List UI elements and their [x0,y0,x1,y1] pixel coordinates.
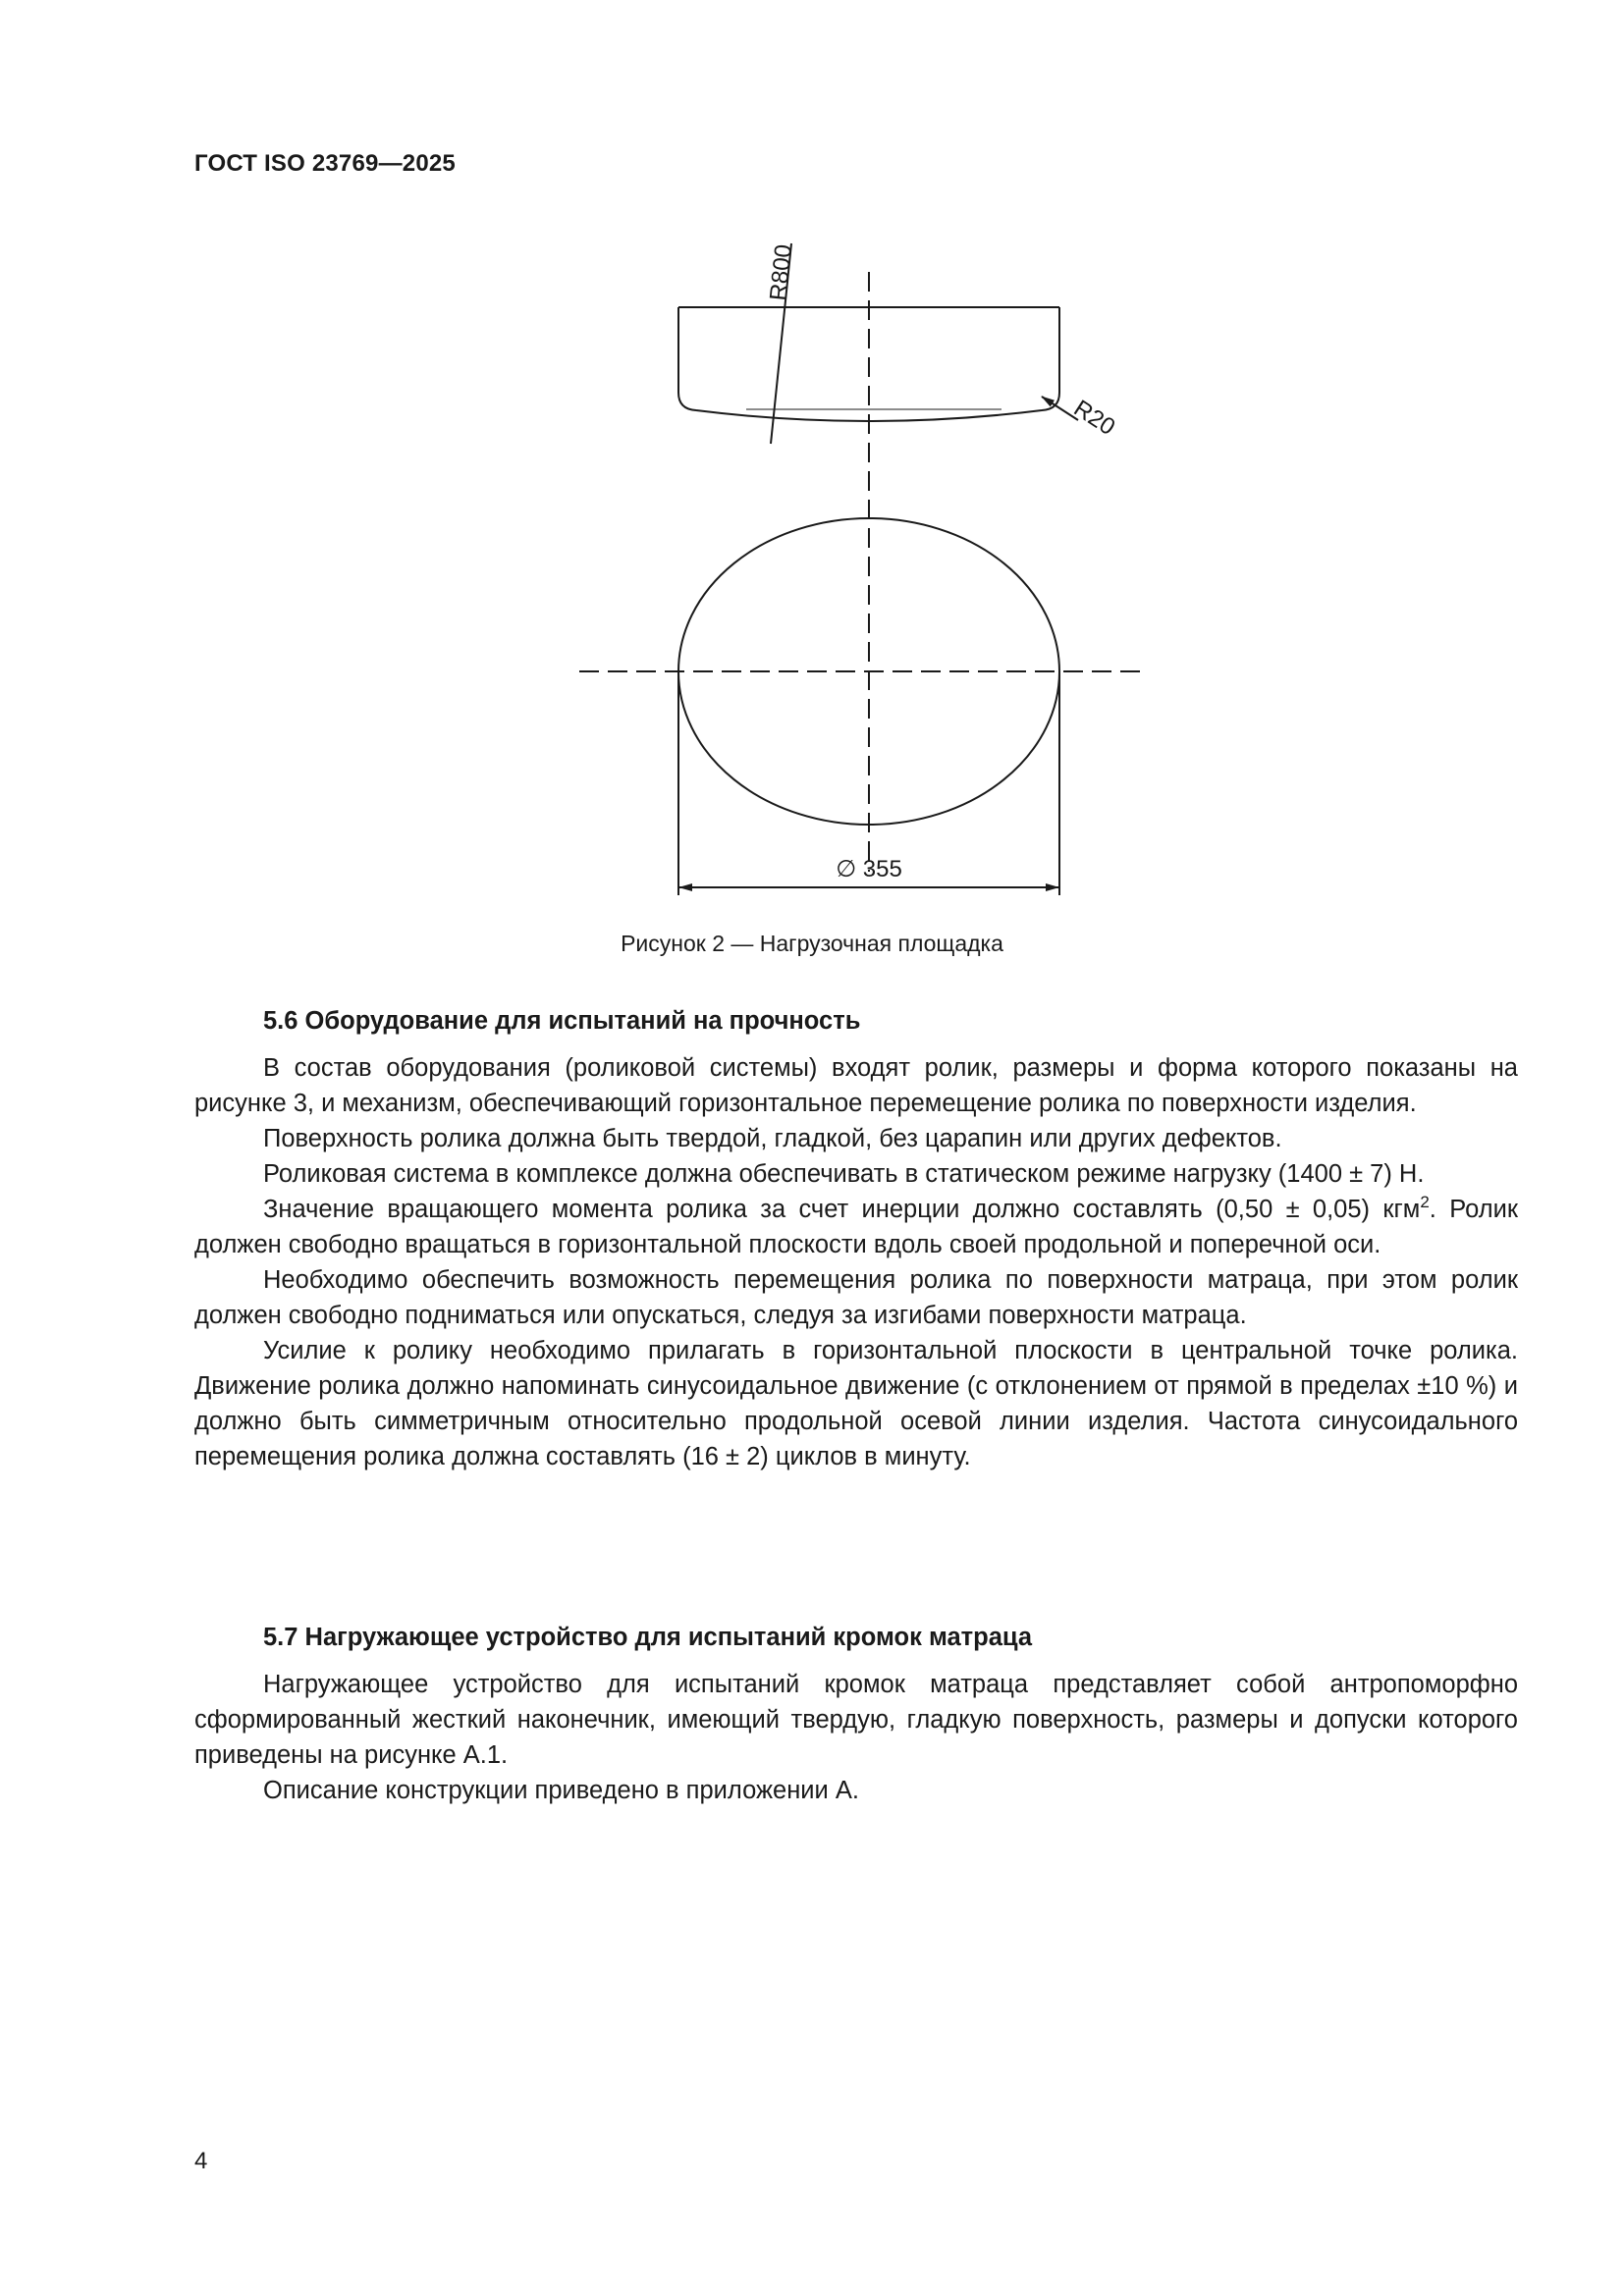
load-pad-drawing [0,0,1624,982]
section-5-6 [194,1003,1518,1474]
section-5-7 [194,1620,1518,1808]
section-5-6-paragraph-2: Поверхность ролика должна быть твердой, гладкой, без царапин или других дефектов. [263,1125,1282,1152]
r800-label: R800 [765,242,797,302]
page-number: 4 [194,2148,208,2174]
r20-label: R20 [1068,395,1120,442]
section-5-6-paragraph-6: Усилие к ролику необходимо прилагать в горизонтальной плоскости в центральной точке ролика. Движение ролика должно напоминать синусоидальное движение (с отклонением от прямой в пределах ±10 %) и должно быть симметричным относительно продольной осевой линии изделия. Частота синусоидального перемещения ролика должна составлять (16 ± 2) циклов в минуту. [194,1337,1518,1470]
figure-load-pad [0,0,1624,982]
section-5-6-paragraph-5: Необходимо обеспечить возможность перемещения ролика по поверхности матраца, при этом ролик должен свободно подниматься или опускаться, следуя за изгибами поверхности матраца. [194,1266,1518,1329]
section-5-7-heading: 5.7 Нагружающее устройство для испытаний кромок матраца [263,1624,1033,1651]
paragraph-4-text-a: Значение вращающего момента ролика за счет инерции должно составлять (0,50 ± 0,05) кгм [263,1196,1421,1223]
section-5-7-paragraph-2: Описание конструкции приведено в приложении А. [263,1777,859,1804]
section-5-6-heading: 5.6 Оборудование для испытаний на прочность [263,1007,861,1035]
paragraph-4-text-b: . Ролик должен свободно вращаться в горизонтальной плоскости вдоль своей продольной и поперечной оси. [194,1196,1518,1258]
figure-caption: Рисунок 2 — Нагрузочная площадка [621,931,1003,956]
section-5-6-paragraph-4 [194,1192,1518,1262]
superscript-squared: 2 [1420,1193,1430,1211]
document-header: ГОСТ ISO 23769—2025 [194,150,456,177]
section-5-6-paragraph-1: В состав оборудования (роликовой системы) входят ролик, размеры и форма которого показаны на рисунке 3, и механизм, обеспечивающий горизонтальное перемещение ролика по поверхности изделия. [194,1054,1518,1117]
diameter-label: ∅ 355 [836,856,902,882]
section-5-6-paragraph-3: Роликовая система в комплексе должна обеспечивать в статическом режиме нагрузку (1400 ± 7) Н. [263,1160,1425,1188]
section-5-7-paragraph-1: Нагружающее устройство для испытаний кромок матраца представляет собой антропоморфно сформированный жесткий наконечник, имеющий твердую, гладкую поверхность, размеры и допуски которого приведены на рисунке А.1. [194,1671,1518,1769]
